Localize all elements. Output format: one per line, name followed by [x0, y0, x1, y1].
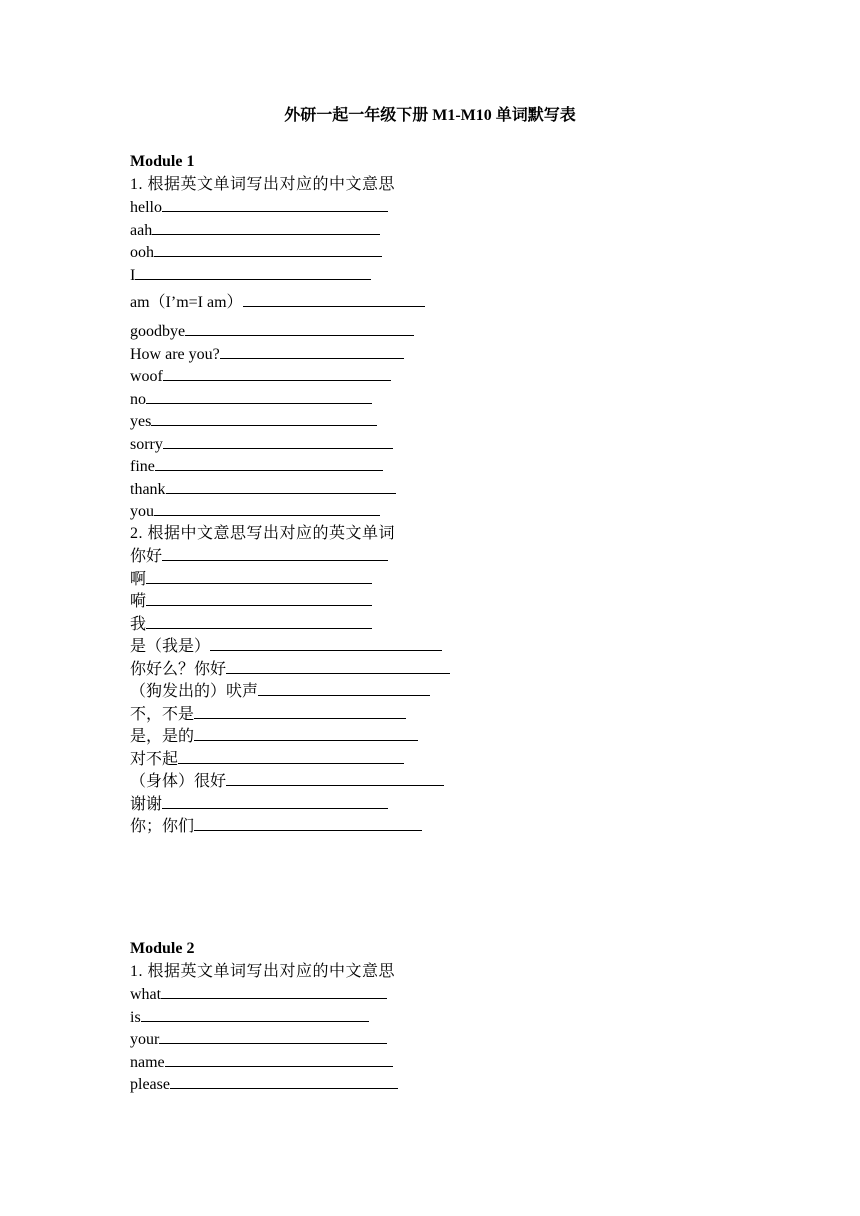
- word-item: [130, 983, 750, 1006]
- word-item: [130, 545, 750, 568]
- word-label: am（I’m=I am）: [130, 294, 243, 311]
- answer-blank[interactable]: [155, 455, 383, 471]
- word-label: fine: [130, 458, 155, 475]
- word-item: [130, 264, 750, 287]
- answer-blank[interactable]: [185, 320, 414, 336]
- word-item: [130, 1006, 750, 1029]
- word-label: （身体）很好: [130, 773, 227, 790]
- word-label: name: [130, 1053, 165, 1071]
- answer-blank[interactable]: [154, 241, 382, 257]
- answer-blank[interactable]: [161, 983, 387, 999]
- word-label: no: [130, 390, 146, 408]
- word-item: [130, 365, 750, 388]
- word-label: aah: [130, 221, 153, 239]
- word-item: [130, 748, 750, 771]
- word-item: [130, 500, 750, 523]
- word-label: ooh: [130, 244, 154, 261]
- section-instruction: 1. 根据英文单词写出对应的中文意思: [130, 962, 396, 980]
- module-2: [130, 938, 750, 1096]
- word-label: what: [130, 986, 162, 1003]
- word-label: 是，是的: [130, 728, 195, 745]
- word-item: [130, 1073, 750, 1096]
- word-label: 嗬: [130, 593, 147, 610]
- word-item: [130, 703, 750, 726]
- word-item: [130, 478, 750, 501]
- answer-blank[interactable]: [162, 545, 388, 561]
- word-item: [130, 725, 750, 748]
- word-item: [130, 770, 750, 793]
- answer-blank[interactable]: [165, 1051, 393, 1067]
- answer-blank[interactable]: [146, 613, 372, 629]
- word-label: thank: [130, 480, 166, 498]
- answer-blank[interactable]: [141, 1006, 369, 1022]
- answer-blank[interactable]: [163, 365, 391, 381]
- answer-blank[interactable]: [162, 793, 388, 809]
- word-label: 你；你们: [130, 818, 195, 835]
- word-label: your: [130, 1031, 160, 1048]
- word-label: 你好么？你好: [130, 660, 227, 678]
- word-item: [130, 1051, 750, 1074]
- word-label: hello: [130, 199, 162, 216]
- word-item: [130, 320, 750, 343]
- answer-blank[interactable]: [151, 410, 377, 426]
- word-item: [130, 680, 750, 703]
- word-item: [130, 343, 750, 366]
- word-label: 啊: [130, 570, 147, 588]
- word-label: is: [130, 1008, 141, 1026]
- answer-blank[interactable]: [194, 725, 418, 741]
- word-item: [130, 793, 750, 816]
- word-item: [130, 1028, 750, 1051]
- word-label: 我: [130, 615, 147, 633]
- module-1: [130, 151, 750, 838]
- answer-blank[interactable]: [159, 1028, 387, 1044]
- word-item: [130, 613, 750, 636]
- word-item: [130, 568, 750, 591]
- word-item: [130, 410, 750, 433]
- section-instruction: 1. 根据英文单词写出对应的中文意思: [130, 175, 396, 193]
- answer-blank[interactable]: [146, 388, 372, 404]
- module-heading: Module 1: [130, 153, 195, 170]
- answer-blank[interactable]: [152, 219, 380, 235]
- answer-blank[interactable]: [194, 703, 406, 719]
- word-label: 不，不是: [130, 705, 195, 723]
- word-label: goodbye: [130, 323, 186, 340]
- word-item: [130, 241, 750, 264]
- word-item: [130, 286, 750, 320]
- answer-blank[interactable]: [220, 343, 404, 359]
- word-item: [130, 196, 750, 219]
- answer-blank[interactable]: [226, 658, 450, 674]
- word-item: [130, 388, 750, 411]
- word-label: 谢谢: [130, 795, 163, 813]
- word-label: please: [130, 1076, 170, 1093]
- answer-blank[interactable]: [243, 291, 425, 307]
- word-label: yes: [130, 413, 152, 430]
- word-item: [130, 815, 750, 838]
- word-label: woof: [130, 368, 163, 385]
- word-item: [130, 219, 750, 242]
- answer-blank[interactable]: [194, 815, 422, 831]
- word-label: sorry: [130, 435, 163, 453]
- word-label: How are you?: [130, 345, 220, 363]
- word-item: [130, 433, 750, 456]
- word-label: I: [130, 266, 136, 284]
- answer-blank[interactable]: [146, 568, 372, 584]
- answer-blank[interactable]: [166, 478, 396, 494]
- answer-blank[interactable]: [258, 680, 430, 696]
- answer-blank[interactable]: [210, 635, 442, 651]
- word-item: [130, 590, 750, 613]
- answer-blank[interactable]: [170, 1073, 398, 1089]
- word-label: 对不起: [130, 750, 179, 768]
- answer-blank[interactable]: [226, 770, 444, 786]
- answer-blank[interactable]: [146, 590, 372, 606]
- answer-blank[interactable]: [178, 748, 404, 764]
- word-list: [130, 196, 750, 523]
- answer-blank[interactable]: [163, 433, 393, 449]
- word-label: 你好: [130, 548, 163, 565]
- section-instruction: 2. 根据中文意思写出对应的英文单词: [130, 524, 396, 542]
- word-list: [130, 545, 750, 838]
- answer-blank[interactable]: [135, 264, 371, 280]
- word-item: [130, 635, 750, 658]
- answer-blank[interactable]: [154, 500, 380, 516]
- answer-blank[interactable]: [162, 196, 388, 212]
- word-list: [130, 983, 750, 1096]
- module-heading: Module 2: [130, 940, 195, 957]
- word-label: you: [130, 503, 154, 520]
- page-title: 外研一起一年级下册 M1-M10 单词默写表: [284, 107, 576, 124]
- word-label: （狗发出的）吠声: [130, 683, 259, 700]
- word-label: 是（我是）: [130, 638, 211, 655]
- word-item: [130, 455, 750, 478]
- word-item: [130, 658, 750, 681]
